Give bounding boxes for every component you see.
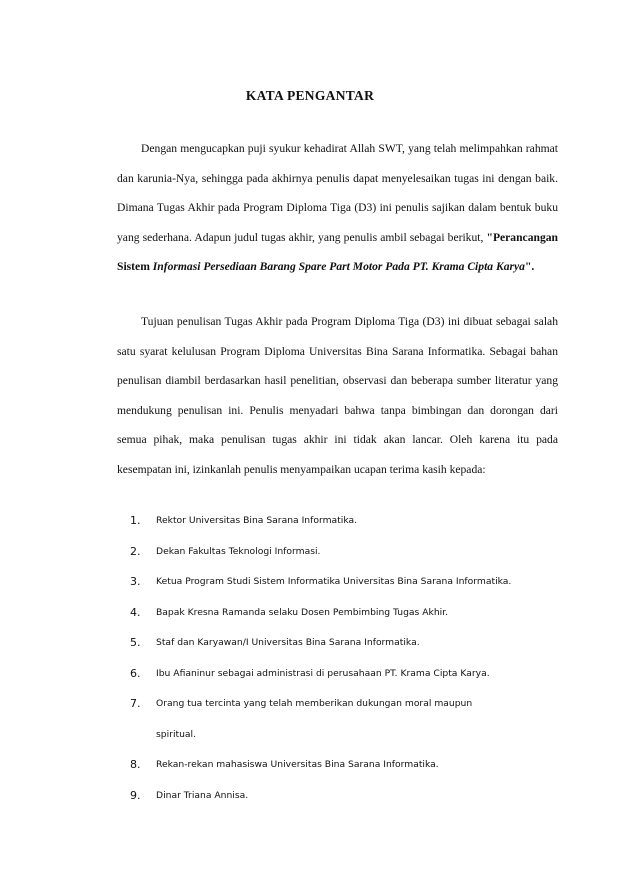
list-item: [130, 659, 570, 690]
page-title: KATA PENGANTAR: [245, 88, 375, 103]
list-item: [130, 628, 570, 659]
thesis-title-bold-italic: Informasi Persediaan Barang Spare Part Motor Pada PT. Krama Cipta Karya: [152, 260, 525, 273]
paragraph-intro-text: Dengan mengucapkan puji syukur kehadirat Allah SWT, yang telah melimpahkan rahmat dan karunia-Nya, sehingga pada akhirnya penulis dapat menyelesaikan tugas ini dengan baik. Dimana Tugas Akhir pada Program Diploma Tiga (D3) ini penulis sajikan dalam bentuk buku yang sederhana. Adapun judul tugas akhir, yang penulis ambil sebagai berikut,: [117, 142, 558, 244]
list-item: [130, 750, 570, 781]
list-text: Bapak Kresna Ramanda selaku Dosen Pembimbing Tugas Akhir.: [156, 606, 449, 618]
list-number: 3.: [130, 575, 141, 588]
paragraph-intro: [117, 134, 558, 282]
list-number: 2.: [130, 544, 141, 558]
list-number: 1.: [130, 514, 141, 527]
list-item: [130, 598, 570, 629]
acknowledgement-list: [130, 506, 570, 811]
thesis-title-bold: Perancangan Sistem: [117, 230, 558, 273]
list-number: 4.: [130, 605, 141, 619]
paragraph-purpose: Tujuan penulisan Tugas Akhir pada Program Diploma Tiga (D3) ini dibuat sebagai salah satu syarat kelulusan Program Diploma Universitas Bina Sarana Informatika. Sebagai bahan penulisan diambil berdasarkan hasil penelitian, observasi dan beberapa sumber literatur yang mendukung penulisan ini. Penulis menyadari bahwa tanpa bimbingan dan dorongan dari semua pihak, maka penulisan tugas akhir ini tidak akan lancar. Oleh karena itu pada kesempatan ini, izinkanlah penulis menyampaikan ucapan terima kasih kepada:: [117, 315, 558, 476]
quote-open: ": [486, 230, 493, 244]
list-number: 9.: [130, 788, 141, 802]
list-text: Dinar Triana Annisa.: [156, 789, 249, 801]
list-text: Dekan Fakultas Teknologi Informasi.: [156, 545, 321, 557]
list-item: [130, 567, 570, 598]
quote-close: ".: [524, 260, 535, 273]
list-text: Rekan-rekan mahasiswa Universitas Bina Sarana Informatika.: [156, 759, 439, 770]
list-text: Ibu Afianinur sebagai administrasi di perusahaan PT. Krama Cipta Karya.: [156, 667, 490, 679]
list-item: [130, 537, 570, 568]
list-text: Orang tua tercinta yang telah memberikan dukungan moral maupun spiritual.: [156, 698, 473, 740]
list-number: 5.: [130, 636, 141, 649]
list-number: 6.: [130, 666, 141, 680]
list-number: 7.: [130, 697, 141, 710]
list-item: [130, 781, 570, 812]
list-text: Staf dan Karyawan/I Universitas Bina Sarana Informatika.: [156, 637, 420, 648]
list-number: 8.: [130, 758, 141, 771]
list-item: [130, 506, 570, 537]
list-text: Ketua Program Studi Sistem Informatika Universitas Bina Sarana Informatika.: [156, 576, 512, 587]
list-text: Rektor Universitas Bina Sarana Informatika.: [156, 515, 358, 526]
list-item: [130, 689, 570, 750]
